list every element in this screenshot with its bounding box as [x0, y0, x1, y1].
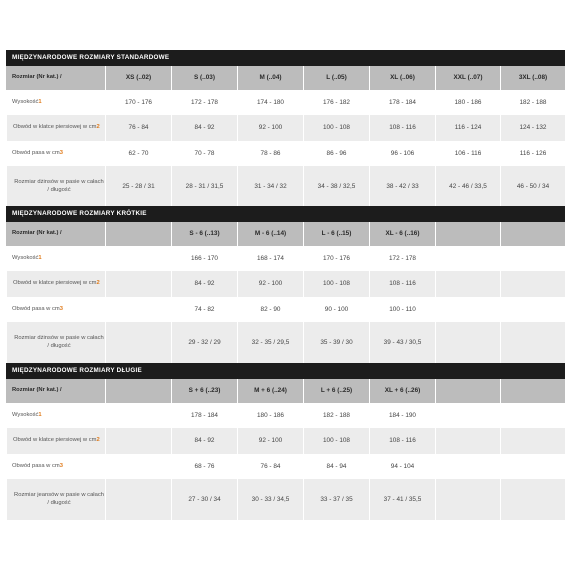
table-cell: 39 - 43 / 30,5: [369, 322, 435, 363]
row-label-text: Wysokość: [12, 254, 39, 261]
table-cell: 108 - 116: [369, 428, 435, 454]
section-title: MIĘDZYNARODOWE ROZMIARY DŁUGIE: [6, 363, 565, 379]
table-cell: 74 - 82: [171, 297, 237, 322]
table-row: [6, 90, 565, 115]
table-cell: 31 - 34 / 32: [237, 166, 303, 207]
table-cell: 42 - 46 / 33,5: [435, 166, 500, 207]
table-row: [6, 479, 565, 520]
table-cell: 124 - 132: [500, 115, 565, 141]
table-cell: 170 - 176: [303, 246, 369, 271]
header-size: [435, 222, 500, 246]
row-label: [6, 454, 105, 479]
table-cell: 84 - 92: [171, 115, 237, 141]
header-size: XL - 6 (..16): [369, 222, 435, 246]
header-row: [6, 379, 565, 403]
table-cell: 100 - 108: [303, 271, 369, 297]
row-label: [6, 166, 105, 207]
header-label: Rozmiar (Nr kat.) /: [12, 387, 62, 394]
table-cell: 30 - 33 / 34,5: [237, 479, 303, 520]
table-cell: 172 - 178: [171, 90, 237, 115]
header-size: XS (..02): [105, 66, 171, 90]
row-label: [6, 428, 105, 454]
row-label-text: Wysokość: [12, 98, 39, 105]
table-row: [6, 322, 565, 363]
table-row: [6, 246, 565, 271]
table-row: [6, 428, 565, 454]
header-size: 3XL (..08): [500, 66, 565, 90]
section-title: MIĘDZYNARODOWE ROZMIARY KRÓTKIE: [6, 206, 565, 222]
row-number: 3: [59, 305, 63, 312]
table-cell: 82 - 90: [237, 297, 303, 322]
table-cell: 37 - 41 / 35,5: [369, 479, 435, 520]
table-cell: 32 - 35 / 29,5: [237, 322, 303, 363]
header-size: [105, 222, 171, 246]
table-cell: 84 - 94: [303, 454, 369, 479]
table-cell: 172 - 178: [369, 246, 435, 271]
row-label: [6, 322, 105, 363]
table-cell: 29 - 32 / 29: [171, 322, 237, 363]
table-cell: [500, 297, 565, 322]
table-cell: 84 - 92: [171, 428, 237, 454]
table-cell: [500, 454, 565, 479]
table-cell: 106 - 116: [435, 141, 500, 166]
table-cell: 92 - 100: [237, 428, 303, 454]
row-label-text: Obwód pasa w cm: [12, 149, 60, 156]
row-label: [6, 141, 105, 166]
header-size: XL + 6 (..26): [369, 379, 435, 403]
table-cell: [435, 322, 500, 363]
header-size: S + 6 (..23): [171, 379, 237, 403]
row-number: 1: [38, 411, 42, 418]
table-cell: 76 - 84: [237, 454, 303, 479]
table-cell: [105, 246, 171, 271]
table-cell: 182 - 188: [303, 403, 369, 428]
table-cell: 92 - 100: [237, 271, 303, 297]
header-size: [435, 379, 500, 403]
header-size: M - 6 (..14): [237, 222, 303, 246]
table-cell: 33 - 37 / 35: [303, 479, 369, 520]
table-cell: 100 - 108: [303, 115, 369, 141]
table-cell: [105, 297, 171, 322]
table-row: [6, 141, 565, 166]
header-size: L + 6 (..25): [303, 379, 369, 403]
section-title: MIĘDZYNARODOWE ROZMIARY STANDARDOWE: [6, 50, 565, 66]
table-row: [6, 166, 565, 207]
table-cell: 25 - 28 / 31: [105, 166, 171, 207]
table-row: [6, 454, 565, 479]
row-label-text: Obwód pasa w cm: [12, 305, 60, 312]
table-cell: 90 - 100: [303, 297, 369, 322]
table-cell: [500, 479, 565, 520]
header-size: [500, 379, 565, 403]
row-label: [6, 479, 105, 520]
header-size: L (..05): [303, 66, 369, 90]
table-row: [6, 271, 565, 297]
table-cell: 46 - 50 / 34: [500, 166, 565, 207]
table-cell: 170 - 176: [105, 90, 171, 115]
header-size: [500, 222, 565, 246]
table-cell: 34 - 38 / 32,5: [303, 166, 369, 207]
table-row: [6, 403, 565, 428]
table-cell: [105, 403, 171, 428]
row-label: [6, 246, 105, 271]
table-cell: 84 - 92: [171, 271, 237, 297]
header-size: S (..03): [171, 66, 237, 90]
table-cell: 68 - 76: [171, 454, 237, 479]
table-cell: 100 - 110: [369, 297, 435, 322]
table-cell: 108 - 116: [369, 271, 435, 297]
table-cell: [435, 428, 500, 454]
row-label-text: Obwód pasa w cm: [12, 462, 60, 469]
table-cell: 94 - 104: [369, 454, 435, 479]
table-cell: 76 - 84: [105, 115, 171, 141]
row-number: 3: [59, 462, 63, 469]
row-label: [6, 115, 105, 141]
row-label: [6, 403, 105, 428]
table-cell: [500, 322, 565, 363]
table-cell: 174 - 180: [237, 90, 303, 115]
table-cell: 38 - 42 / 33: [369, 166, 435, 207]
header-size: XXL (..07): [435, 66, 500, 90]
table-cell: 182 - 188: [500, 90, 565, 115]
table-cell: 35 - 39 / 30: [303, 322, 369, 363]
table-cell: [105, 479, 171, 520]
row-label: [6, 90, 105, 115]
table-cell: 166 - 170: [171, 246, 237, 271]
row-number: 1: [38, 98, 42, 105]
table-row: [6, 115, 565, 141]
table-cell: 116 - 124: [435, 115, 500, 141]
table-cell: 180 - 186: [237, 403, 303, 428]
table-cell: [105, 271, 171, 297]
table-cell: 178 - 184: [171, 403, 237, 428]
table-row: [6, 297, 565, 322]
table-cell: 78 - 86: [237, 141, 303, 166]
table-cell: [435, 271, 500, 297]
table-cell: 116 - 126: [500, 141, 565, 166]
header-label: Rozmiar (Nr kat.) /: [12, 230, 62, 237]
row-number: 1: [38, 254, 42, 261]
table-cell: [105, 428, 171, 454]
table-cell: [500, 271, 565, 297]
table-cell: [435, 479, 500, 520]
table-cell: 168 - 174: [237, 246, 303, 271]
table-cell: 92 - 100: [237, 115, 303, 141]
table-cell: 28 - 31 / 31,5: [171, 166, 237, 207]
header-size: XL (..06): [369, 66, 435, 90]
table-cell: [435, 403, 500, 428]
header-label: Rozmiar (Nr kat.) /: [12, 74, 62, 81]
table-cell: 86 - 96: [303, 141, 369, 166]
table-cell: [500, 246, 565, 271]
table-cell: 62 - 70: [105, 141, 171, 166]
row-label: [6, 297, 105, 322]
table-cell: 27 - 30 / 34: [171, 479, 237, 520]
row-label-text: Obwód w klatce piersiowej w cm: [13, 124, 97, 131]
row-number: 2: [96, 437, 100, 444]
row-label-text: Wysokość: [12, 411, 39, 418]
table-cell: 96 - 106: [369, 141, 435, 166]
table-cell: 180 - 186: [435, 90, 500, 115]
table-cell: 100 - 108: [303, 428, 369, 454]
header-size: [105, 379, 171, 403]
header-row: [6, 222, 565, 246]
table-cell: [105, 454, 171, 479]
row-label: [6, 271, 105, 297]
table-cell: 70 - 78: [171, 141, 237, 166]
header-size: L - 6 (..15): [303, 222, 369, 246]
table-cell: 176 - 182: [303, 90, 369, 115]
row-number: 2: [96, 280, 100, 287]
table-cell: [435, 246, 500, 271]
row-number: 3: [59, 149, 63, 156]
row-label-text: Obwód w klatce piersiowej w cm: [13, 437, 97, 444]
header-size: M + 6 (..24): [237, 379, 303, 403]
row-label-text: Rozmiar dżinsów w pasie w całach / długość: [14, 179, 104, 193]
row-label-text: Rozmiar dżinsów w pasie w całach / długość: [14, 335, 104, 349]
header-size: S - 6 (..13): [171, 222, 237, 246]
table-cell: [105, 322, 171, 363]
row-label-text: Obwód w klatce piersiowej w cm: [13, 280, 97, 287]
table-cell: 178 - 184: [369, 90, 435, 115]
header-size: M (..04): [237, 66, 303, 90]
table-cell: [500, 403, 565, 428]
table-cell: [500, 428, 565, 454]
header-row: [6, 66, 565, 90]
table-cell: 184 - 190: [369, 403, 435, 428]
row-number: 2: [96, 124, 100, 131]
row-label-text: Rozmiar jeansów w pasie w całach / długość: [14, 492, 104, 506]
table-cell: 108 - 116: [369, 115, 435, 141]
table-cell: [435, 297, 500, 322]
table-cell: [435, 454, 500, 479]
